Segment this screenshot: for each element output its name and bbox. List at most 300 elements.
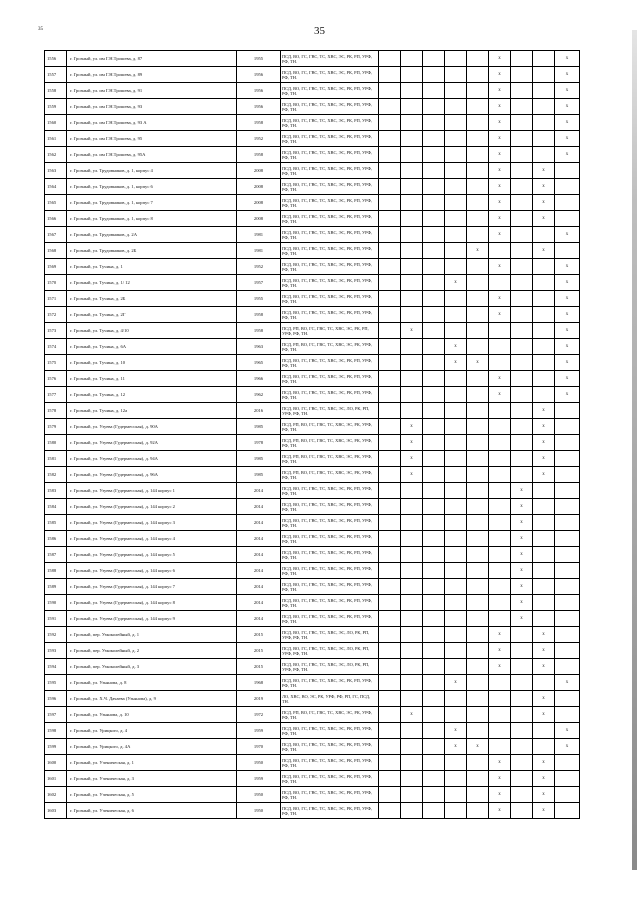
year-cell: 1952 [237, 131, 281, 147]
row-number-cell: 1569 [45, 259, 67, 275]
mark-cell [489, 419, 511, 435]
mark-cell [379, 51, 401, 67]
mark-cell [467, 323, 489, 339]
mark-cell [533, 83, 555, 99]
mark-cell [511, 403, 533, 419]
works-cell: ПСД, ВО, ГС, ГВС, ТС, ХВС, ЭС, РК, РП, УРФ, РФ, ТН. [281, 67, 379, 83]
mark-cell [423, 403, 445, 419]
mark-cell-x: x [489, 147, 511, 163]
mark-cell [533, 675, 555, 691]
table-row [45, 467, 580, 483]
mark-cell [423, 435, 445, 451]
table-row [45, 723, 580, 739]
mark-cell [533, 67, 555, 83]
mark-cell [379, 515, 401, 531]
mark-cell-x: x [533, 771, 555, 787]
mark-cell-x: x [511, 563, 533, 579]
mark-cell [511, 419, 533, 435]
mark-cell [489, 675, 511, 691]
row-number-cell: 1557 [45, 67, 67, 83]
table-row [45, 419, 580, 435]
year-cell: 1955 [237, 51, 281, 67]
table-row [45, 547, 580, 563]
mark-cell [423, 163, 445, 179]
mark-cell-x: x [555, 51, 580, 67]
mark-cell [401, 659, 423, 675]
mark-cell [555, 163, 580, 179]
mark-cell [489, 467, 511, 483]
mark-cell [423, 179, 445, 195]
mark-cell [445, 755, 467, 771]
mark-cell [401, 339, 423, 355]
mark-cell [379, 579, 401, 595]
mark-cell [467, 707, 489, 723]
mark-cell-x: x [511, 611, 533, 627]
mark-cell [401, 147, 423, 163]
row-number-cell: 1567 [45, 227, 67, 243]
mark-cell-x: x [467, 739, 489, 755]
mark-cell [445, 451, 467, 467]
mark-cell [511, 131, 533, 147]
mark-cell-x: x [445, 355, 467, 371]
mark-cell [533, 611, 555, 627]
mark-cell [401, 307, 423, 323]
mark-cell [401, 739, 423, 755]
mark-cell-x: x [555, 99, 580, 115]
table-row [45, 803, 580, 819]
mark-cell [401, 99, 423, 115]
works-cell: ПСД, РП, ВО, ГС, ГВС, ТС, ХВС, ЭС, РК, УРФ, РФ, ТН. [281, 451, 379, 467]
mark-cell [489, 403, 511, 419]
year-cell: 2008 [237, 163, 281, 179]
year-cell: 2019 [237, 691, 281, 707]
year-cell: 2014 [237, 611, 281, 627]
mark-cell [401, 291, 423, 307]
mark-cell [379, 675, 401, 691]
mark-cell-x: x [533, 195, 555, 211]
mark-cell [423, 419, 445, 435]
table-row [45, 451, 580, 467]
table-row [45, 99, 580, 115]
mark-cell [423, 387, 445, 403]
table-row [45, 595, 580, 611]
works-cell: ПСД, ВО, ГС, ГВС, ТС, ХВС, ЭС, РК, РП, УРФ, РФ, ТН. [281, 483, 379, 499]
year-cell: 1959 [237, 723, 281, 739]
mark-cell [379, 755, 401, 771]
row-number-cell: 1588 [45, 563, 67, 579]
mark-cell [533, 563, 555, 579]
row-number-cell: 1561 [45, 131, 67, 147]
mark-cell [445, 227, 467, 243]
mark-cell-x: x [401, 323, 423, 339]
mark-cell [379, 131, 401, 147]
address-cell: г. Грозный, ул. Узуева (Гудермесская), д. 144 корпус 3 [67, 515, 237, 531]
mark-cell [555, 755, 580, 771]
mark-cell [445, 211, 467, 227]
mark-cell [379, 179, 401, 195]
mark-cell [445, 787, 467, 803]
mark-cell-x: x [555, 83, 580, 99]
mark-cell [423, 51, 445, 67]
mark-cell [423, 371, 445, 387]
works-cell: ПСД, ВО, ГС, ГВС, ТС, ХВС, ЭС, РК, РП, УРФ, РФ, ТН. [281, 131, 379, 147]
mark-cell [467, 435, 489, 451]
table-row [45, 579, 580, 595]
mark-cell [379, 627, 401, 643]
mark-cell [379, 307, 401, 323]
row-number-cell: 1580 [45, 435, 67, 451]
address-cell: г. Грозный, ул. Тучина, д. 10 [67, 355, 237, 371]
mark-cell [467, 771, 489, 787]
mark-cell [511, 451, 533, 467]
mark-cell-x: x [445, 739, 467, 755]
mark-cell-x: x [511, 515, 533, 531]
mark-cell [445, 99, 467, 115]
year-cell: 1952 [237, 259, 281, 275]
mark-cell [423, 691, 445, 707]
mark-cell [379, 643, 401, 659]
works-cell: ПСД, ВО, ГС, ГВС, ТС, ХВС, ЭС, РК, РП, УРФ, РФ, ТН. [281, 355, 379, 371]
row-number-cell: 1558 [45, 83, 67, 99]
address-cell: г. Грозный, ул. Ученическая, д. 3 [67, 771, 237, 787]
mark-cell [533, 579, 555, 595]
mark-cell [423, 627, 445, 643]
works-cell: ПСД, ВО, ГС, ГВС, ТС, ХВС, ЭС, РК, РП, УРФ, РФ, ТН. [281, 51, 379, 67]
mark-cell-x: x [489, 179, 511, 195]
table-row [45, 515, 580, 531]
mark-cell-x: x [445, 275, 467, 291]
mark-cell [555, 803, 580, 819]
mark-cell [401, 51, 423, 67]
mark-cell [489, 323, 511, 339]
year-cell: 2016 [237, 403, 281, 419]
table-row [45, 195, 580, 211]
mark-cell [511, 627, 533, 643]
year-cell: 1955 [237, 291, 281, 307]
mark-cell [445, 563, 467, 579]
works-cell: ПСД, ВО, ГС, ГВС, ТС, ХВС, ЭС, РК, РП, УРФ, РФ, ТН. [281, 771, 379, 787]
mark-cell-x: x [555, 147, 580, 163]
mark-cell [533, 131, 555, 147]
mark-cell [445, 579, 467, 595]
housing-register-table [44, 50, 580, 819]
mark-cell [445, 435, 467, 451]
works-cell: ПСД, ВО, ГС, ГВС, ТС, ХВС, ЭС, РК, РП, УРФ, РФ, ТН. [281, 611, 379, 627]
mark-cell [467, 83, 489, 99]
mark-cell-x: x [401, 451, 423, 467]
mark-cell [379, 419, 401, 435]
year-cell: 1972 [237, 707, 281, 723]
year-cell: 2014 [237, 563, 281, 579]
mark-cell-x: x [489, 83, 511, 99]
address-cell: г. Грозный, ул. Трудовников, д. 1, корпус 4 [67, 163, 237, 179]
mark-cell [445, 51, 467, 67]
table-row [45, 483, 580, 499]
works-cell: ПСД, ВО, ГС, ГВС, ТС, ХВС, ЭС, РК, РП, УРФ, РФ, ТН. [281, 739, 379, 755]
row-number-cell: 1570 [45, 275, 67, 291]
mark-cell [511, 83, 533, 99]
mark-cell [379, 435, 401, 451]
year-cell: 1970 [237, 739, 281, 755]
mark-cell [489, 339, 511, 355]
mark-cell [489, 355, 511, 371]
mark-cell-x: x [533, 643, 555, 659]
mark-cell [467, 419, 489, 435]
address-cell: г. Грозный, ул. Узуева (Гудермесская), д. 144 корпус 5 [67, 547, 237, 563]
mark-cell [467, 595, 489, 611]
row-number-cell: 1572 [45, 307, 67, 323]
mark-cell-x: x [533, 179, 555, 195]
mark-cell [423, 611, 445, 627]
mark-cell [555, 179, 580, 195]
corner-page-number: 35 [38, 27, 43, 32]
mark-cell [467, 627, 489, 643]
mark-cell [511, 275, 533, 291]
mark-cell [379, 739, 401, 755]
mark-cell [401, 563, 423, 579]
mark-cell-x: x [489, 163, 511, 179]
mark-cell [445, 515, 467, 531]
address-cell: г. Грозный, ул. Узуева (Гудермесская), д. 144 корпус 4 [67, 531, 237, 547]
mark-cell [445, 179, 467, 195]
mark-cell [555, 563, 580, 579]
mark-cell [379, 67, 401, 83]
row-number-cell: 1565 [45, 195, 67, 211]
mark-cell [533, 499, 555, 515]
mark-cell [467, 787, 489, 803]
works-cell: ПСД, РП, ВО, ГС, ГВС, ТС, ХВС, ЭС, РК, УРФ, РФ, ТН. [281, 419, 379, 435]
address-cell: г. Грозный, ул. им Г.Н.Трошева, д. 87 [67, 51, 237, 67]
mark-cell [423, 595, 445, 611]
mark-cell [511, 243, 533, 259]
mark-cell [467, 723, 489, 739]
mark-cell [489, 723, 511, 739]
mark-cell [401, 179, 423, 195]
mark-cell [489, 579, 511, 595]
mark-cell [467, 131, 489, 147]
works-cell: ПСД, ВО, ГС, ГВС, ТС, ХВС, ЭС, РК, РП, УРФ, РФ, ТН. [281, 211, 379, 227]
mark-cell [423, 307, 445, 323]
table-row [45, 67, 580, 83]
year-cell: 1968 [237, 675, 281, 691]
address-cell: г. Грозный, ул. Узуева (Гудермесская), д. 144 корпус 9 [67, 611, 237, 627]
mark-cell [379, 275, 401, 291]
mark-cell [423, 531, 445, 547]
address-cell: г. Грозный, ул. им Г.Н.Трошева, д. 93 А [67, 115, 237, 131]
mark-cell [467, 515, 489, 531]
row-number-cell: 1576 [45, 371, 67, 387]
table-row [45, 563, 580, 579]
mark-cell-x: x [489, 659, 511, 675]
mark-cell [489, 499, 511, 515]
mark-cell-x: x [555, 723, 580, 739]
mark-cell-x: x [533, 659, 555, 675]
mark-cell [423, 147, 445, 163]
mark-cell [467, 611, 489, 627]
row-number-cell: 1589 [45, 579, 67, 595]
mark-cell [533, 323, 555, 339]
mark-cell [555, 595, 580, 611]
address-cell: г. Грозный, ул. Трудовников, д. 1, корпус 7 [67, 195, 237, 211]
mark-cell [555, 211, 580, 227]
page-number: 35 [314, 25, 325, 37]
mark-cell [379, 99, 401, 115]
mark-cell [379, 195, 401, 211]
mark-cell [511, 115, 533, 131]
mark-cell [401, 131, 423, 147]
row-number-cell: 1597 [45, 707, 67, 723]
row-number-cell: 1585 [45, 515, 67, 531]
address-cell: г. Грозный, ул. Тучина, д. 1 [67, 259, 237, 275]
mark-cell [533, 307, 555, 323]
row-number-cell: 1583 [45, 483, 67, 499]
works-cell: ЛО, ХВС, ВО, ЭС, РК, УРФ, РФ, РП, ГС, ПСД, ТН. [281, 691, 379, 707]
mark-cell [423, 707, 445, 723]
mark-cell [445, 595, 467, 611]
year-cell: 2008 [237, 211, 281, 227]
row-number-cell: 1600 [45, 755, 67, 771]
mark-cell [445, 467, 467, 483]
address-cell: г. Грозный, ул. Узуева (Гудермесская), д. 144 корпус 6 [67, 563, 237, 579]
table-row [45, 115, 580, 131]
mark-cell [401, 227, 423, 243]
year-cell: 2014 [237, 579, 281, 595]
mark-cell [401, 675, 423, 691]
mark-cell [533, 595, 555, 611]
mark-cell-x: x [489, 259, 511, 275]
table-row [45, 755, 580, 771]
table-row [45, 339, 580, 355]
address-cell: г. Грозный, ул. Трудовников, д. 2Б [67, 243, 237, 259]
works-cell: ПСД, РП, ВО, ГС, ГВС, ТС, ХВС, ЭС, РК, УРФ, РФ, ТН. [281, 707, 379, 723]
year-cell: 1956 [237, 99, 281, 115]
row-number-cell: 1581 [45, 451, 67, 467]
address-cell: г. Грозный, пер. Узкоколейный, д. 3 [67, 659, 237, 675]
address-cell: г. Грозный, ул. Урицкого, д. 4 [67, 723, 237, 739]
works-cell: ПСД, ВО, ГС, ГВС, ТС, ХВС, ЭС, РК, РП, УРФ, РФ, ТН. [281, 387, 379, 403]
table-row [45, 675, 580, 691]
mark-cell [401, 371, 423, 387]
mark-cell-x: x [489, 787, 511, 803]
year-cell: 1958 [237, 115, 281, 131]
mark-cell [533, 515, 555, 531]
works-cell: ПСД, ВО, ГС, ГВС, ТС, ХВС, ЭС, РК, РП, УРФ, РФ, ТН. [281, 563, 379, 579]
mark-cell [511, 803, 533, 819]
mark-cell [555, 483, 580, 499]
mark-cell [379, 323, 401, 339]
mark-cell [533, 339, 555, 355]
mark-cell [401, 627, 423, 643]
year-cell: 2008 [237, 195, 281, 211]
mark-cell-x: x [555, 275, 580, 291]
table-row [45, 371, 580, 387]
mark-cell [467, 195, 489, 211]
row-number-cell: 1590 [45, 595, 67, 611]
works-cell: ПСД, ВО, ГС, ГВС, ТС, ХВС, ЭС, РК, РП, УРФ, РФ, ТН. [281, 243, 379, 259]
year-cell: 2014 [237, 483, 281, 499]
mark-cell [423, 547, 445, 563]
works-cell: ПСД, ВО, ГС, ГВС, ТС, ХВС, ЭС, РК, РП, УРФ, РФ, ТН. [281, 499, 379, 515]
mark-cell [533, 147, 555, 163]
mark-cell [555, 579, 580, 595]
mark-cell [467, 483, 489, 499]
mark-cell [423, 195, 445, 211]
mark-cell [423, 483, 445, 499]
works-cell: ПСД, РП, ВО, ГС, ГВС, ТС, ХВС, ЭС, РК, УРФ, РФ, ТН. [281, 467, 379, 483]
works-cell: ПСД, ВО, ГС, ГВС, ТС, ХВС, ЭС, РК, РП, УРФ, РФ, ТН. [281, 115, 379, 131]
mark-cell [445, 115, 467, 131]
mark-cell-x: x [555, 131, 580, 147]
address-cell: г. Грозный, ул. Трудовников, д. 2А [67, 227, 237, 243]
mark-cell [511, 211, 533, 227]
works-cell: ПСД, ВО, ГС, ГВС, ТС, ХВС, ЭС, РК, РП, УРФ, РФ, ТН. [281, 371, 379, 387]
mark-cell [533, 51, 555, 67]
mark-cell [511, 659, 533, 675]
works-cell: ПСД, ВО, ГС, ГВС, ТС, ХВС, ЭС, РК, РП, УРФ, РФ, ТН. [281, 291, 379, 307]
row-number-cell: 1586 [45, 531, 67, 547]
mark-cell [555, 691, 580, 707]
table-row [45, 307, 580, 323]
mark-cell [423, 259, 445, 275]
mark-cell [379, 259, 401, 275]
row-number-cell: 1584 [45, 499, 67, 515]
year-cell: 2014 [237, 595, 281, 611]
mark-cell [467, 211, 489, 227]
mark-cell [445, 483, 467, 499]
mark-cell [555, 659, 580, 675]
mark-cell-x: x [489, 211, 511, 227]
table-row [45, 131, 580, 147]
table-row [45, 499, 580, 515]
table-row [45, 147, 580, 163]
mark-cell [467, 291, 489, 307]
works-cell: ПСД, ВО, ГС, ГВС, ТС, ХВС, ЭС, ЛО, РК, РП, УРФ, РФ, ТН. [281, 643, 379, 659]
row-number-cell: 1578 [45, 403, 67, 419]
mark-cell [511, 723, 533, 739]
row-number-cell: 1592 [45, 627, 67, 643]
mark-cell [555, 243, 580, 259]
address-cell: г. Грозный, пер. Узкоколейный, д. 2 [67, 643, 237, 659]
mark-cell [379, 611, 401, 627]
mark-cell-x: x [467, 243, 489, 259]
mark-cell [379, 771, 401, 787]
row-number-cell: 1582 [45, 467, 67, 483]
mark-cell-x: x [511, 499, 533, 515]
table-row [45, 771, 580, 787]
mark-cell [467, 51, 489, 67]
mark-cell-x: x [445, 675, 467, 691]
table-row [45, 227, 580, 243]
year-cell: 1958 [237, 147, 281, 163]
row-number-cell: 1602 [45, 787, 67, 803]
address-cell: г. Грозный, ул. Трудовников, д. 1, корпус 8 [67, 211, 237, 227]
mark-cell-x: x [489, 227, 511, 243]
mark-cell [445, 499, 467, 515]
mark-cell [511, 147, 533, 163]
mark-cell [489, 611, 511, 627]
address-cell: г. Грозный, ул. Х.Ч. Дачаева (Узьянова), д. 9 [67, 691, 237, 707]
mark-cell [533, 227, 555, 243]
row-number-cell: 1556 [45, 51, 67, 67]
table-row [45, 787, 580, 803]
mark-cell [423, 211, 445, 227]
mark-cell [379, 243, 401, 259]
mark-cell-x: x [511, 531, 533, 547]
mark-cell [423, 451, 445, 467]
mark-cell [379, 147, 401, 163]
mark-cell [445, 195, 467, 211]
mark-cell [555, 435, 580, 451]
